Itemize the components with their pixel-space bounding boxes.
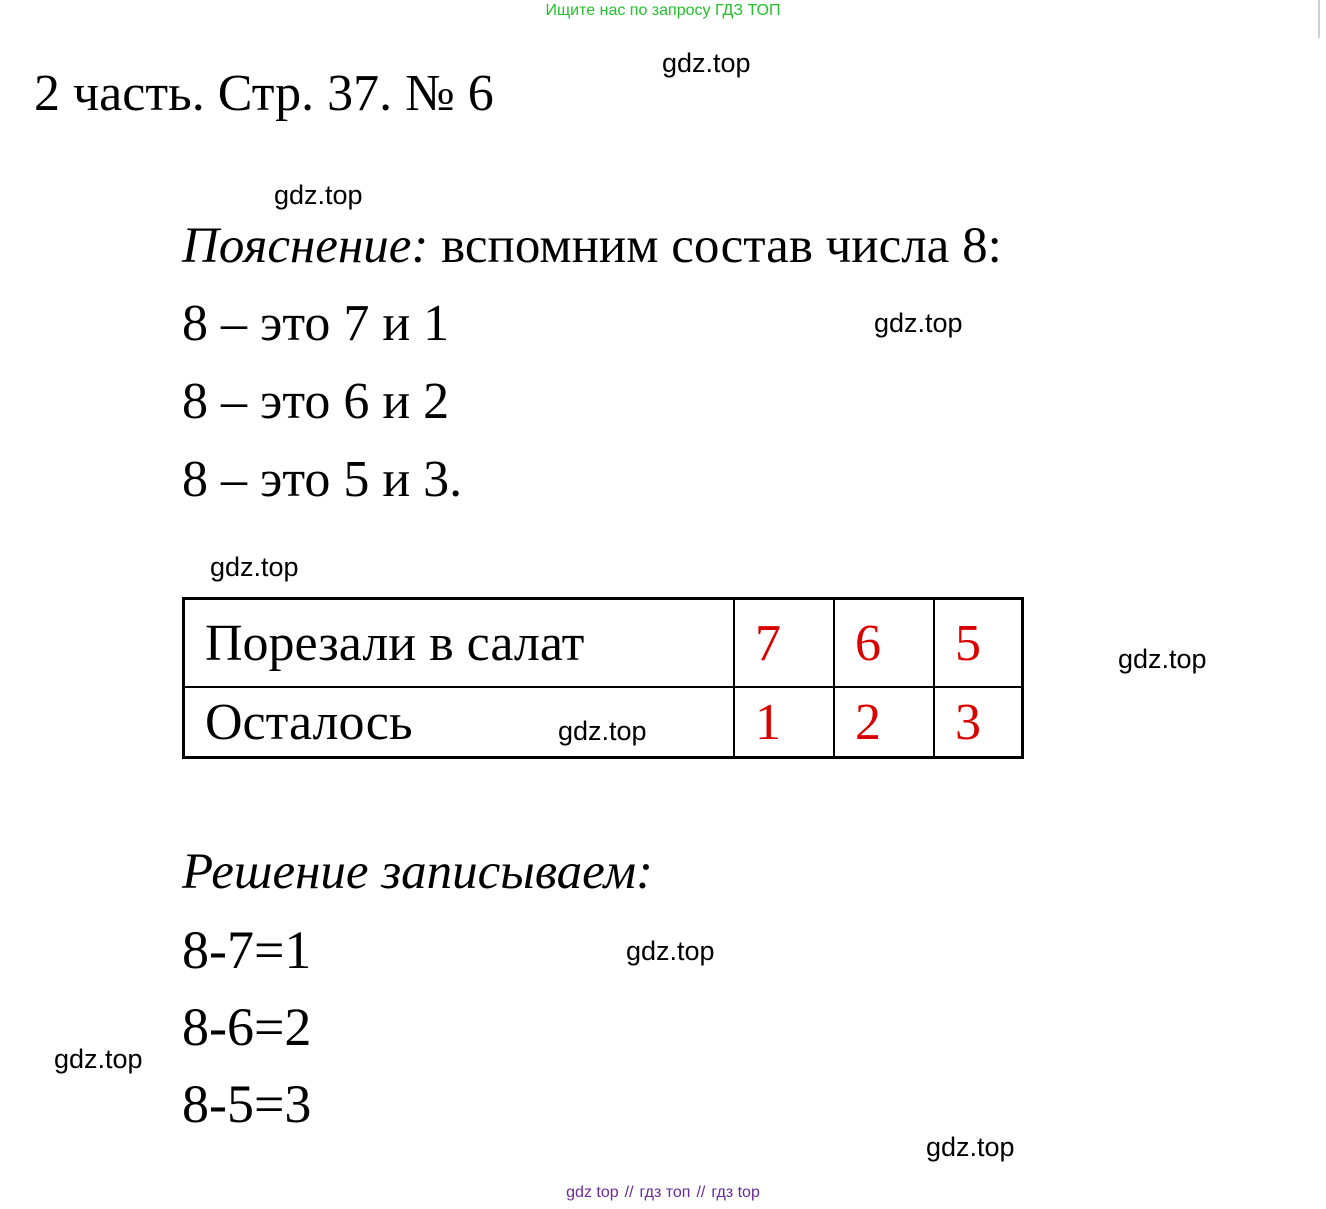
watermark: gdz.top [1118,644,1207,674]
watermark: gdz.top [874,308,963,338]
footer-links [0,1184,1326,1202]
footer-link[interactable]: гдз топ [639,1184,691,1201]
solution-heading: Решение записываем: [182,844,654,900]
explanation-text: вспомним состав числа 8: [428,218,1002,274]
table-value: 2 [834,687,934,758]
table-value: 3 [934,687,1022,758]
footer-separator: // [624,1184,634,1201]
table-value: 1 [734,687,834,758]
watermark: gdz.top [662,48,751,78]
equation: 8-6=2 [182,997,312,1057]
equation: 8-7=1 [182,920,312,980]
watermark: gdz.top [558,716,647,746]
number-fact: 8 – это 7 и 1 [182,295,450,352]
watermark: gdz.top [54,1044,143,1074]
row-label: Осталось [184,687,735,758]
watermark: gdz.top [626,936,715,966]
watermark: gdz.top [210,552,299,582]
footer-link[interactable]: гдз top [711,1184,760,1201]
table-row [184,599,1023,688]
footer-separator: // [696,1184,706,1201]
table-value: 6 [834,599,934,688]
explanation-lead: Пояснение: [182,218,429,274]
watermark: gdz.top [274,180,363,210]
watermark: gdz.top [926,1132,1015,1162]
search-banner[interactable]: Ищите нас по запросу ГДЗ ТОП [545,2,781,19]
page-title: 2 часть. Стр. 37. № 6 [34,65,494,122]
explanation-line [182,216,1002,276]
footer-link[interactable]: gdz top [566,1184,619,1201]
table-value: 5 [934,599,1022,688]
number-fact: 8 – это 6 и 2 [182,373,450,430]
table-value: 7 [734,599,834,688]
row-label: Порезали в салат [184,599,735,688]
equation: 8-5=3 [182,1074,312,1134]
number-fact: 8 – это 5 и 3. [182,451,463,508]
